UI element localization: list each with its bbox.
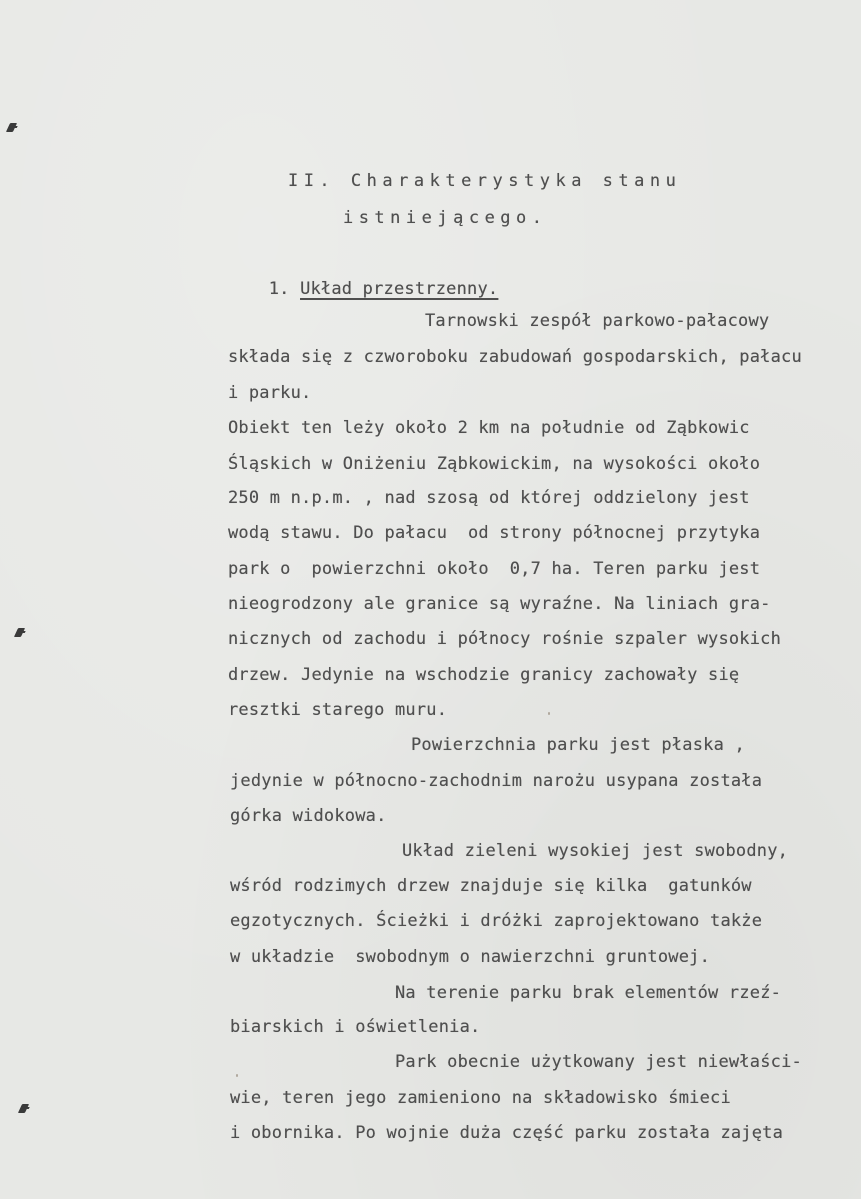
heading-title-line-1: Charakterystyka stanu (350, 171, 682, 191)
body-line: Śląskich w Oniżeniu Ząbkowickim, na wysokości około (228, 454, 761, 474)
body-line: nicznych od zachodu i północy rośnie szpaler wysokich (228, 629, 782, 649)
body-line: Powierzchnia parku jest płaska , (411, 735, 745, 755)
section-title: Układ przestrzenny. (300, 279, 499, 299)
heading-line-2 (280, 188, 548, 248)
paper-speck (236, 1074, 238, 1077)
body-line: Park obecnie użytkowany jest niewłaści- (395, 1052, 802, 1072)
body-line: Układ zieleni wysokiej jest swobodny, (402, 841, 789, 861)
body-line: resztki starego muru. (228, 700, 448, 720)
body-line: i parku. (228, 383, 312, 403)
section-number: 1. (268, 279, 290, 299)
heading-number: II. (287, 171, 336, 191)
paper-speck (548, 712, 550, 715)
section-heading (227, 259, 498, 319)
body-line: 250 m n.p.m. , nad szosą od której oddzielony jest (228, 488, 750, 508)
body-line: wie, teren jego zamieniono na składowisko śmieci (230, 1088, 731, 1108)
punch-hole-mark-middle (14, 628, 25, 637)
body-line: górka widokowa. (230, 806, 387, 826)
body-line: i obornika. Po wojnie duża część parku została zajęta (230, 1123, 784, 1143)
body-line: park o powierzchni około 0,7 ha. Teren parku jest (228, 559, 761, 579)
punch-hole-mark-bottom (18, 1104, 29, 1113)
body-line: nieogrodzony ale granice są wyraźne. Na liniach gra- (228, 594, 771, 614)
body-line: składa się z czworoboku zabudowań gospodarskich, pałacu (228, 347, 802, 367)
body-line: biarskich i oświetlenia. (230, 1017, 481, 1037)
body-line: Tarnowski zespół parkowo-pałacowy (425, 311, 770, 331)
heading-title-line-2: istniejącego. (342, 208, 548, 228)
body-line: w układzie swobodnym o nawierzchni gruntowej. (230, 947, 711, 967)
body-line: jedynie w północno-zachodnim narożu usypana została (230, 771, 763, 791)
body-line: Na terenie parku brak elementów rzeź- (395, 983, 782, 1003)
body-line: wodą stawu. Do pałacu od strony północnej przytyka (228, 523, 761, 543)
punch-hole-mark-top (6, 123, 17, 132)
body-line: egzotycznych. Ścieżki i dróżki zaprojektowano także (230, 911, 763, 931)
body-line: drzew. Jedynie na wschodzie granicy zachowały się (228, 665, 740, 685)
body-line: wśród rodzimych drzew znajduje się kilka gatunków (230, 876, 752, 896)
body-line: Obiekt ten leży około 2 km na południe od Ząbkowic (228, 418, 750, 438)
